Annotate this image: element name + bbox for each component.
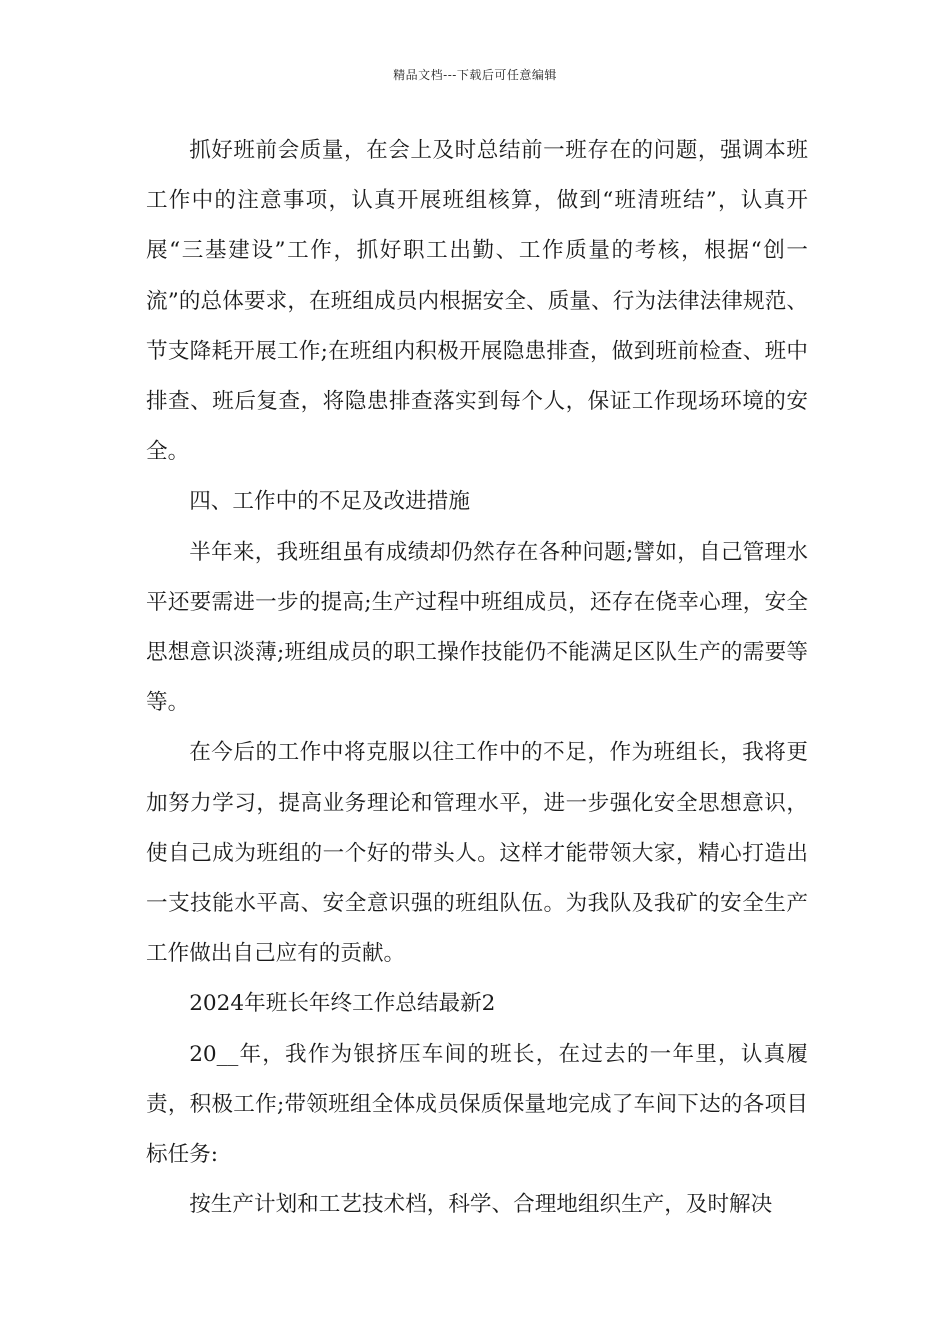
paragraph-problems: 半年来，我班组虽有成绩却仍然存在各种问题;譬如，自己管理水平还要需进一步的提高;生产过程中班组成员，还存在侥幸心理，安全思想意识淡薄;班组成员的职工操作技能仍不能满足区队生产的需要等等。: [146, 539, 808, 716]
section-heading-shortcomings: 四、工作中的不足及改进措施: [189, 489, 470, 515]
paragraph-future-plans: 在今后的工作中将克服以往工作中的不足，作为班组长，我将更加努力学习，提高业务理论和管理水平，进一步强化安全思想意识，使自己成为班组的一个好的带头人。这样才能带领大家，精心打造出一支技能水平高、安全意识强的班组队伍。为我队及我矿的安全生产工作做出自己应有的贡献。: [146, 740, 808, 967]
paragraph-team-meeting: 抓好班前会质量，在会上及时总结前一班存在的问题，强调本班工作中的注意事项，认真开展班组核算，做到“班清班结”，认真开展“三基建设”工作，抓好职工出勤、工作质量的考核，根据“创一流”的总体要求，在班组成员内根据安全、质量、行为法律法律规范、节支降耗开展工作;在班组内积极开展隐患排查，做到班前检查、班中排查、班后复查，将隐患排查落实到每个人，保证工作现场环境的安全。: [146, 138, 808, 465]
paragraph-production-plan: 按生产计划和工艺技术档，科学、合理地组织生产，及时解决: [189, 1192, 773, 1218]
page-header: 精品文档---下载后可任意编辑: [393, 68, 557, 82]
document-body: [146, 126, 808, 1230]
paragraph-intro-2: 20__年，我作为银挤压车间的班长，在过去的一年里，认真履责，积极工作;带领班组全体成员保质保量地完成了车间下达的各项目标任务:: [146, 1041, 808, 1168]
document-title-2: 2024年班长年终工作总结最新2: [189, 991, 496, 1017]
